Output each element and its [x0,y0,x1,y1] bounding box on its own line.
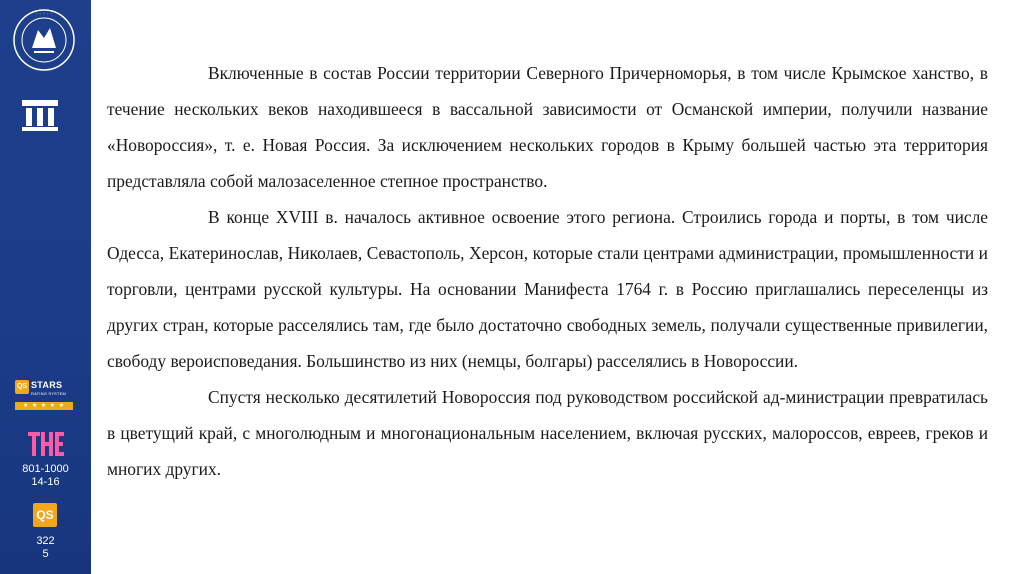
paragraph-2: В конце XVIII в. началось активное освоение этого региона. Строились города и порты, в том числе Одесса, Екатеринослав, Николаев, Севастополь, Херсон, которые стали центрами администрации, промышленности и торговли, центрами русской культуры. На основании Манифеста 1764 г. в Россию приглашались переселенцы из других стран, которые расселялись там, где было достаточно свободных земель, получали существенные привилегии, свободу вероисповедания. Большинство из них (немцы, болгары) расселялись в Новороссии. [107,207,988,371]
qs-stars-badge [15,380,75,412]
university-emblem-icon [12,8,76,72]
document-body [107,55,988,487]
qs-mark: QS [15,380,29,394]
stars-rating: ★ ★ ★ ★ ★ [15,402,73,410]
paragraph-3: Спустя несколько десятилетий Новороссия под руководством российской ад-министрации превратилась в цветущий край, с многолюдным и многонациональным населением, включая русских, малороссов, евреев, греков и многих других. [107,387,988,479]
qs-stars-count: 5 [42,548,49,560]
qs-logo: QS [33,503,57,527]
stars-title: STARS [31,380,63,390]
stars-subtitle: RATING SYSTEM [31,391,66,396]
column-logo-icon [20,98,60,132]
the-years: 14-16 [31,476,60,488]
sidebar [0,0,91,574]
qs-rank: 322 [36,535,55,547]
the-ranking-logo-icon [28,430,64,458]
paragraph-1: Включенные в состав России территории Северного Причерноморья, в том числе Крымское ханство, в течение нескольких веков находившееся в вассальной зависимости от Османской империи, получили название «Новороссия», т. е. Новая Россия. За исключением нескольких городов в Крыму большей частью эта территория представляла собой малозаселенное степное пространство. [107,63,988,191]
svg-text:◦ ◦ ◦ ◦ ◦: ◦ ◦ ◦ ◦ ◦ [35,11,53,16]
the-rank: 801-1000 [22,463,69,475]
